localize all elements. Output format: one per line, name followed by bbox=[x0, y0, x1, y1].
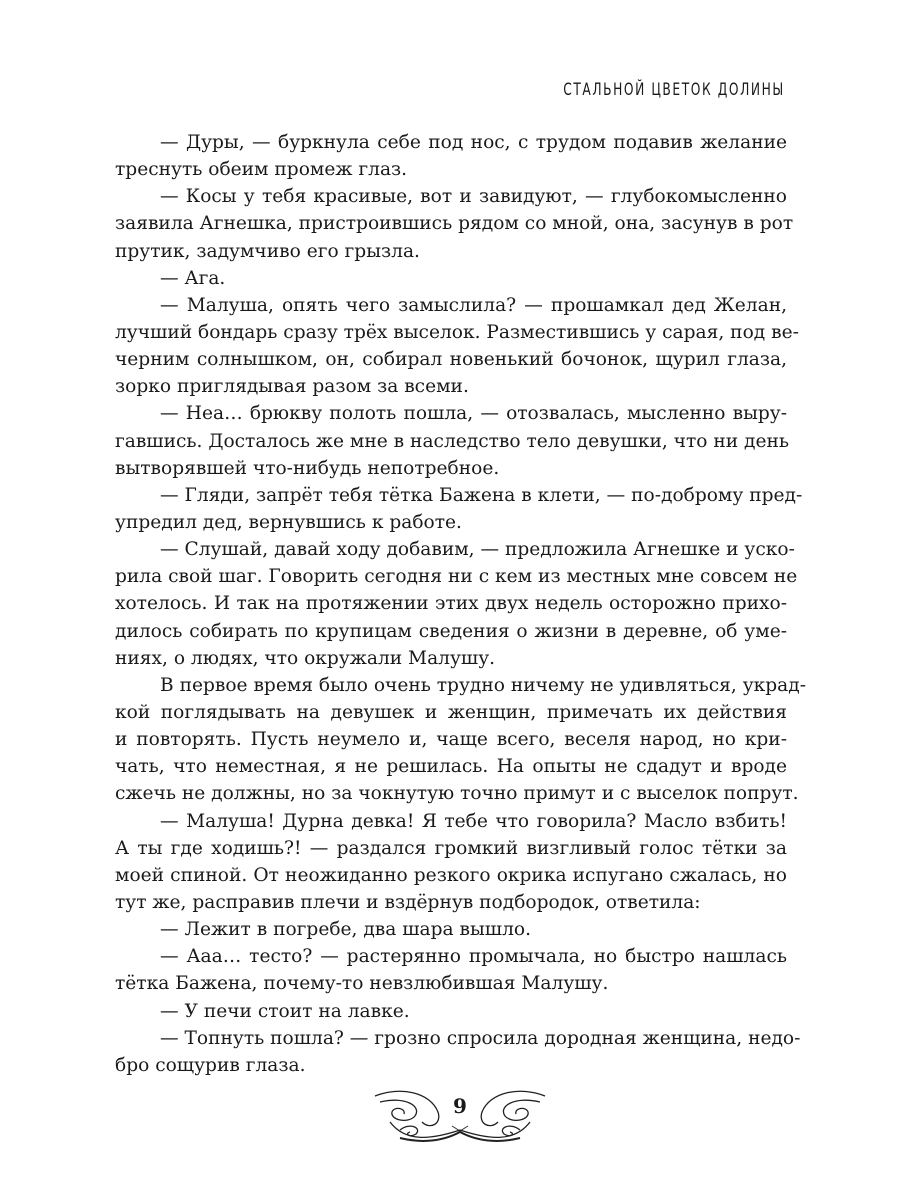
text-line: — Косы у тебя красивые, вот и завидуют, — глубокомысленно bbox=[160, 186, 787, 208]
text-line: — Лежит в погребе, два шара вышло. bbox=[160, 919, 532, 941]
text-line: — Топнуть пошла? — грозно спросила дородная женщина, недо- bbox=[160, 1027, 801, 1049]
text-line: тётка Бажена, почему-то невзлюбившая Малушу. bbox=[115, 973, 609, 995]
text-line: — Гляди, запрёт тебя тётка Бажена в клети, — по-доброму пред- bbox=[160, 484, 803, 506]
text-line: хотелось. И так на протяжении этих двух недель осторожно прихо- bbox=[115, 593, 787, 615]
text-line: — Ага. bbox=[160, 267, 226, 289]
running-header: СТАЛЬНОЙ ЦВЕТОК ДОЛИНЫ bbox=[563, 80, 785, 100]
text-line: А ты где ходишь?! — раздался громкий визгливый голос тётки за bbox=[115, 837, 787, 859]
text-line: зорко приглядывая разом за всеми. bbox=[115, 376, 469, 398]
text-line: лучший бондарь сразу трёх выселок. Разместившись у сарая, под ве- bbox=[115, 321, 799, 343]
text-line: сжечь не должны, но за чокнутую точно примут и с выселок попрут. bbox=[115, 783, 799, 805]
text-line: и повторять. Пусть неумело и, чаще всего, веселя народ, но кри- bbox=[115, 729, 787, 751]
text-line: треснуть обеим промеж глаз. bbox=[115, 159, 408, 181]
text-line: чать, что неместная, я не решилась. На опыты не сдадут и вроде bbox=[115, 756, 787, 778]
page-footer bbox=[360, 1082, 560, 1152]
text-line: моей спиной. От неожиданно резкого окрика испугано сжалась, но bbox=[115, 864, 787, 886]
text-line: рила свой шаг. Говорить сегодня ни с кем из местных мне совсем не bbox=[115, 566, 798, 588]
text-line: прутик, задумчиво его грызла. bbox=[115, 240, 420, 262]
text-line: — Дуры, — буркнула себе под нос, с трудом подавив желание bbox=[160, 132, 787, 153]
text-line: заявила Агнешка, пристроившись рядом со мной, она, засунув в рот bbox=[115, 213, 794, 235]
text-line: В первое время было очень трудно ничему не удивляться, украд- bbox=[160, 674, 806, 696]
text-line: тут же, расправив плечи и вздёрнув подбородок, ответила: bbox=[115, 891, 701, 913]
text-line: ниях, о людях, что окружали Малушу. bbox=[115, 647, 496, 669]
text-line: гавшись. Досталось же мне в наследство тело девушки, что ни день bbox=[115, 430, 790, 452]
text-line: — Малуша! Дурна девка! Я тебе что говорила? Масло взбить! bbox=[160, 810, 787, 832]
text-line: — Ааа… тесто? — растерянно промычала, но быстро нашлась bbox=[160, 946, 787, 968]
text-line: черним солнышком, он, собирал новенький бочонок, щурил глаза, bbox=[115, 349, 787, 371]
body-text bbox=[115, 129, 806, 1079]
text-line: бро сощурив глаза. bbox=[115, 1054, 306, 1076]
text-line: дилось собирать по крупицам сведения о жизни в деревне, об уме- bbox=[115, 620, 787, 642]
text-line: — Неа… брюкву полоть пошла, — отозвалась, мысленно выру- bbox=[160, 403, 787, 425]
text-line: — Малуша, опять чего замыслила? — прошамкал дед Желан, bbox=[160, 294, 787, 316]
page-number: 9 bbox=[453, 1094, 467, 1118]
text-line: вытворявшей что-нибудь непотребное. bbox=[115, 457, 500, 479]
text-line: — У печи стоит на лавке. bbox=[160, 1000, 410, 1022]
text-line: кой поглядывать на девушек и женщин, примечать их действия bbox=[115, 701, 787, 723]
text-line: — Слушай, давай ходу добавим, — предложила Агнешке и уско- bbox=[160, 539, 795, 561]
text-line: упредил дед, вернувшись к работе. bbox=[115, 511, 462, 533]
